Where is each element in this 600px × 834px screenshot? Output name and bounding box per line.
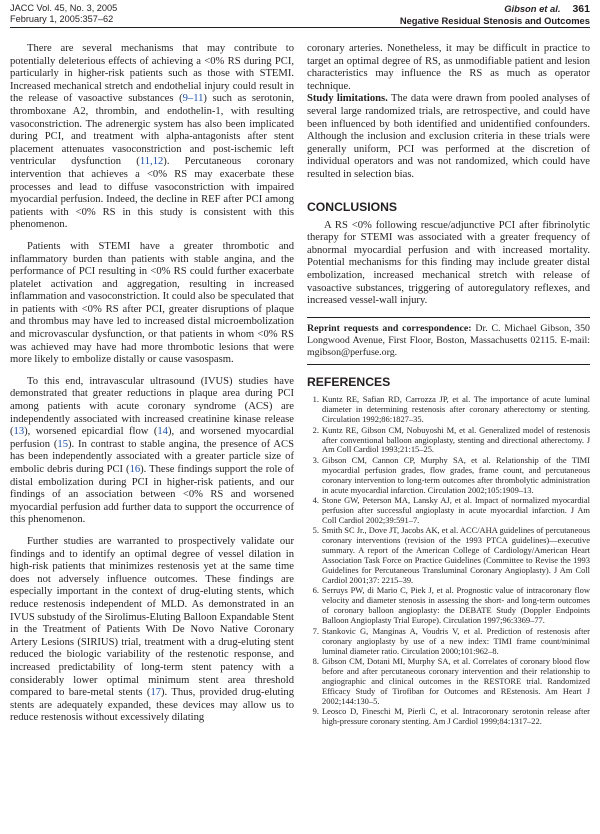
reference-number: 2. xyxy=(312,424,319,435)
journal-citation xyxy=(10,3,117,25)
journal-volume: JACC Vol. 45, No. 3, 2005 xyxy=(10,3,118,13)
reference-item xyxy=(307,627,590,657)
reference-text: Kuntz RE, Gibson CM, Nobuyoshi M, et al. Generalized model of restenosis after conventional balloon angioplasty, stenting and directional atherectomy. J Am Coll Cardiol 1993;21:15–25. xyxy=(322,424,590,455)
reference-number: 9. xyxy=(312,706,319,717)
reference-item xyxy=(307,496,590,526)
paragraph-further-studies: Further studies are warranted to prospectively validate our findings and to identify an optimal degree of vessel dilation in high-risk patients that minimizes restenosis yet at the same time does not adversely influence outcomes. These findings are especially important in the context of drug-eluting stents, which reduce restenosis independent of MLD. As demonstrated in an IVUS substudy of the Sirolimus-Eluting Balloon Expandable Stent in the Treatment of Patients With De Novo Native Coronary Artery Lesions (SIRIUS) trial, treatment with a drug-eluting stent reduced the biologic variability of the restenotic response, and increased predictability of long-term stent patency with a considerably lower optimal minimum stent area threshold compared to bare-metal stents (17). Thus, provided drug-eluting stents are adequately expanded, these devices may allow us to reduce restenosis without excessively dilating xyxy=(10,535,294,724)
ref-link[interactable]: 16 xyxy=(129,464,141,475)
ref-link[interactable]: 14 xyxy=(157,426,168,438)
header-rule xyxy=(10,27,590,28)
reference-text: Stone GW, Peterson MA, Lansky AJ, et al. Impact of normalized myocardial perfusion after successful angioplasty in acute myocardial infarction. J Am Coll Cardiol 2002;39:591–7. xyxy=(322,495,590,525)
right-column xyxy=(307,43,590,728)
reference-text: Smith SC Jr., Dove JT, Jacobs AK, et al. ACC/AHA guidelines of percutaneous coronary interventions (revision of the 1993 PTCA guidelines)—executive summary. A report of the American College of Cardiology/American Heart Association Task Force on Practice Guidelines (Committee to Revise the 1993 Guidelines for Percutaneous Transluminal Coronary Angioplasty). J Am Coll Cardiol 2001;37: 2215–39. xyxy=(322,525,590,585)
paragraph-limitations: Study limitations. The data were drawn from pooled analyses of several large randomized trials, are retrospective, and could have been influenced by both identified and unidentified confounders. Although the inclusion and exclusion criteria in these trials were generally uniform, PCI was performed at the discretion of individual operators and was not randomized, which could have resulted in selection bias. xyxy=(307,93,590,180)
conclusions-heading: CONCLUSIONS xyxy=(307,199,398,214)
reference-text: Leosco D, Fineschi M, Pierli C, et al. Intracoronary serotonin release after high-pressure coronary stenting. Am J Cardiol 1999;84:1317–22. xyxy=(322,706,590,727)
header-authors: Gibson et al. xyxy=(504,3,561,14)
reference-item xyxy=(307,426,590,456)
reference-list xyxy=(307,395,590,727)
paragraph-ivus: To this end, intravascular ultrasound (IVUS) studies have demonstrated that greater reductions in plaque area during PCI among patients with acute coronary syndrome (ACS) are independently associated with increased creatinine kinase release (13), worsened epicardial flow (14), and worsened myocardial perfusion (15). In contrast to stable angina, the presence of ACS has been independently associated with a greater particle size of embolic debris during PCI (16). These findings support the role of distal embolization during PCI in higher-risk patients, and our findings of an association between <0% RS and worsened myocardial perfusion add further data to support the occurrence of this phenomenon. xyxy=(10,375,294,526)
reference-number: 8. xyxy=(312,656,319,667)
references-heading: REFERENCES xyxy=(307,375,391,390)
reference-item xyxy=(307,526,590,585)
reference-number: 4. xyxy=(312,495,319,506)
reference-item xyxy=(307,456,590,496)
reference-text: Gibson CM, Dotani MI, Murphy SA, et al. Correlates of coronary blood flow before and after percutaneous coronary intervention and their relationship to angiographic and clinical outcomes in the RESTORE trial. Randomized Efficacy Study of Tirofiban for Outcomes and REstenosis. Am Heart J 2002;144:130–5. xyxy=(322,656,590,706)
paragraph-stemi: Patients with STEMI have a greater thrombotic and inflammatory burden than patients with stable angina, and the performance of PCI resulting in <0% RS could further exacerbate platelet activation and aggregation, resulting in increased inflammation and vasoconstriction. It could also be speculated that in patients with <0% RS after PCI, greater disruptions of plaque and thrombus may have led to increased distal microembolization and microvascular dysfunction, or that patients in whom <0% RS was achieved may have had more thrombotic lesions that were more likely to embolize distally or cause vasospasm. xyxy=(10,240,294,366)
reference-item xyxy=(307,586,590,626)
ref-link[interactable]: 9–11 xyxy=(182,93,204,105)
ref-link[interactable]: 11,12 xyxy=(139,156,164,168)
paragraph-mechanisms: There are several mechanisms that may contribute to potentially deleterious effects of achieving a <0% RS during PCI, particularly in higher-risk patients such as those with STEMI. Increased mechanical stretch and endothelial injury could result in the release of vasoactive substances (9–11) such as serotonin, thromboxane A2, thrombin, and endothelin-1, with resulting vasoconstriction. The adrenergic system has also been implicated during PCI, and treatment with alpha-antagonists after stent placement attenuates vasoconstriction and post-ischemic left ventricular dysfunction (11,12). Percutaneous coronary intervention that achieves a <0% RS may exacerbate these processes and lead to diffuse vasoconstriction with impaired myocardial perfusion. Indeed, the decline in REF after PCI among patients with <0% RS in this study is consistent with this phenomenon. xyxy=(10,43,294,231)
paragraph-conclusions: A RS <0% following rescue/adjunctive PCI after fibrinolytic therapy for STEMI was associated with a greater frequency of abnormal myocardial perfusion and with increased mortality. Potential mechanisms for this finding may include greater distal embolization, increased mechanical stretch with release of vasoactive substances, triggering of autoregulatory reflexes, and increased vessel-wall injury. xyxy=(307,219,590,307)
ref-link[interactable]: 15 xyxy=(57,438,68,450)
reference-text: Kuntz RE, Safian RD, Carrozza JP, et al. The importance of acute luminal diameter in determining restenosis after coronary atherectomy or stenting. Circulation 1992;86:1827–35. xyxy=(322,394,590,425)
reference-number: 5. xyxy=(312,525,319,536)
reference-item xyxy=(307,395,590,425)
reference-text: Stankovic G, Manginas A, Voudris V, et al. Prediction of restenosis after coronary angioplasty by use of a new index: TIMI frame count/minimal luminal diameter ratio. Circulation 2000;101:962–8. xyxy=(322,625,590,656)
reprint-requests: Reprint requests and correspondence: Dr. C. Michael Gibson, 350 Longwood Avenue, First Floor, Boston, Massachusetts 02115. E-mail: mgibson@perfuse.org. xyxy=(307,322,590,359)
running-header xyxy=(10,3,590,27)
references-rule xyxy=(307,364,590,365)
reference-number: 6. xyxy=(312,585,319,596)
reprint-rule xyxy=(307,317,590,318)
reference-text: Serruys PW, di Mario C, Piek J, et al. Prognostic value of intracoronary flow velocity and diameter stenosis in assessing the short- and long-term outcomes of coronary balloon angioplasty: the DEBATE Study (Doppler Endpoints Balloon Angioplasty Trial Europe). Circulation 1997;96:3369–77. xyxy=(322,585,590,626)
reference-text: Gibson CM, Cannon CP, Murphy SA, et al. Relationship of the TIMI myocardial perfusion grades, flow grades, frame count, and percutaneous coronary intervention to long-term outcomes after thrombolytic administration in acute myocardial infarction. Circulation 2002;105:1909–13. xyxy=(322,454,590,495)
ref-link[interactable]: 13 xyxy=(13,426,25,438)
page-number: 361 xyxy=(572,3,590,15)
limitations-label: Study limitations. xyxy=(307,93,388,105)
reprint-label: Reprint requests and correspondence: xyxy=(307,322,472,334)
article-header xyxy=(400,3,590,26)
reference-item xyxy=(307,707,590,727)
ref-link[interactable]: 17 xyxy=(150,687,162,699)
left-column xyxy=(10,43,294,725)
running-title: Negative Residual Stenosis and Outcomes xyxy=(399,15,590,26)
paragraph-continued: coronary arteries. Nonetheless, it may be difficult in practice to target an optimal degree of RS, as unmodifiable patient and lesion characteristics may influence the RS as much as operator technique. xyxy=(307,43,590,92)
reference-number: 7. xyxy=(312,625,319,636)
reference-item xyxy=(307,657,590,707)
reference-number: 3. xyxy=(312,454,319,465)
issue-date-pages: February 1, 2005:357–62 xyxy=(10,14,114,24)
reference-number: 1. xyxy=(312,394,319,405)
